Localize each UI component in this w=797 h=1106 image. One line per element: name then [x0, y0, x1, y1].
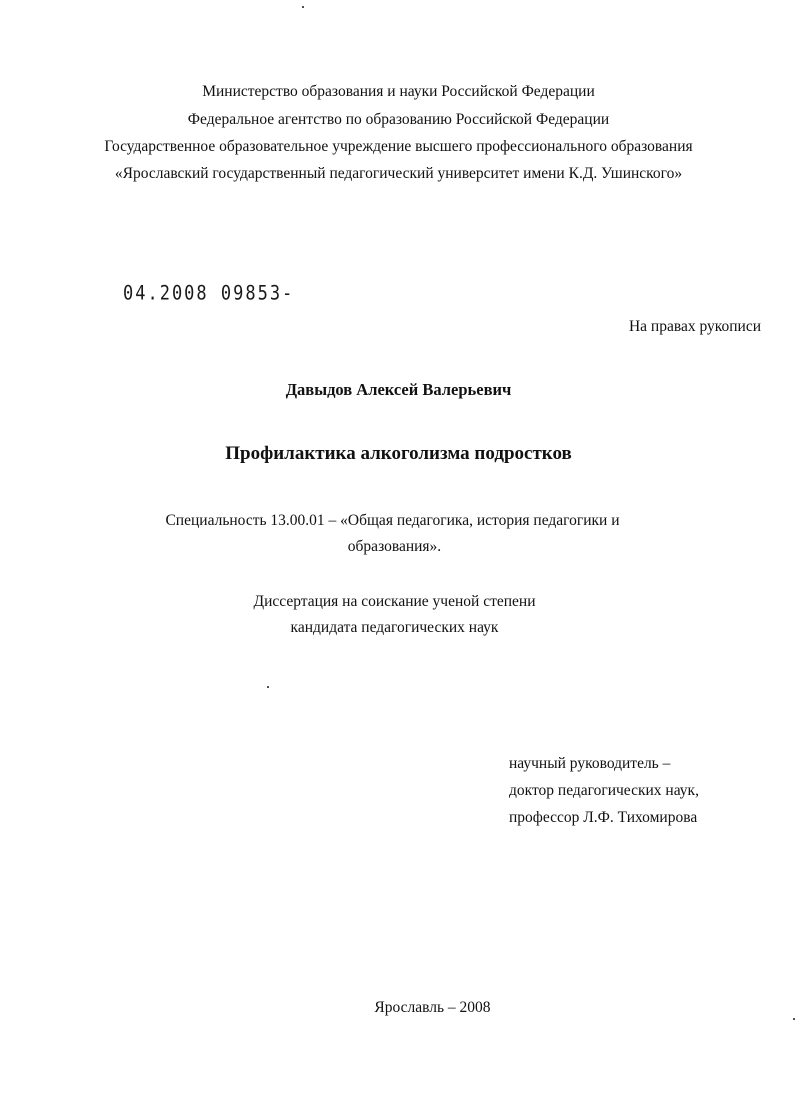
degree-line-2: кандидата педагогических наук [290, 619, 499, 636]
supervisor-degree: доктор педагогических наук, [509, 782, 699, 799]
university-line: «Ярославский государственный педагогический университет имени К.Д. Ушинского» [114, 165, 683, 182]
library-stamp-number: 04.2008 09853- [123, 282, 295, 306]
scan-speck [793, 1018, 795, 1020]
scan-speck [302, 6, 304, 8]
city-year: Ярославль – 2008 [374, 999, 491, 1016]
dissertation-title: Профилактика алкоголизма подростков [225, 443, 572, 464]
author-name: Давыдов Алексей Валерьевич [285, 380, 512, 399]
specialty-line-1: Специальность 13.00.01 – «Общая педагогика, история педагогики и [165, 512, 620, 529]
degree-line-1: Диссертация на соискание ученой степени [253, 593, 536, 610]
scan-speck [267, 686, 269, 688]
institution-type-line: Государственное образовательное учреждение высшего профессионального образования [104, 138, 693, 155]
ministry-line: Министерство образования и науки Российской Федерации [202, 83, 595, 100]
supervisor-role: научный руководитель – [509, 755, 671, 772]
specialty-line-2: образования». [347, 538, 442, 555]
supervisor-name: профессор Л.Ф. Тихомирова [509, 809, 698, 826]
rights-note: На правах рукописи [628, 318, 761, 335]
agency-line: Федеральное агентство по образованию Российской Федерации [187, 111, 610, 128]
